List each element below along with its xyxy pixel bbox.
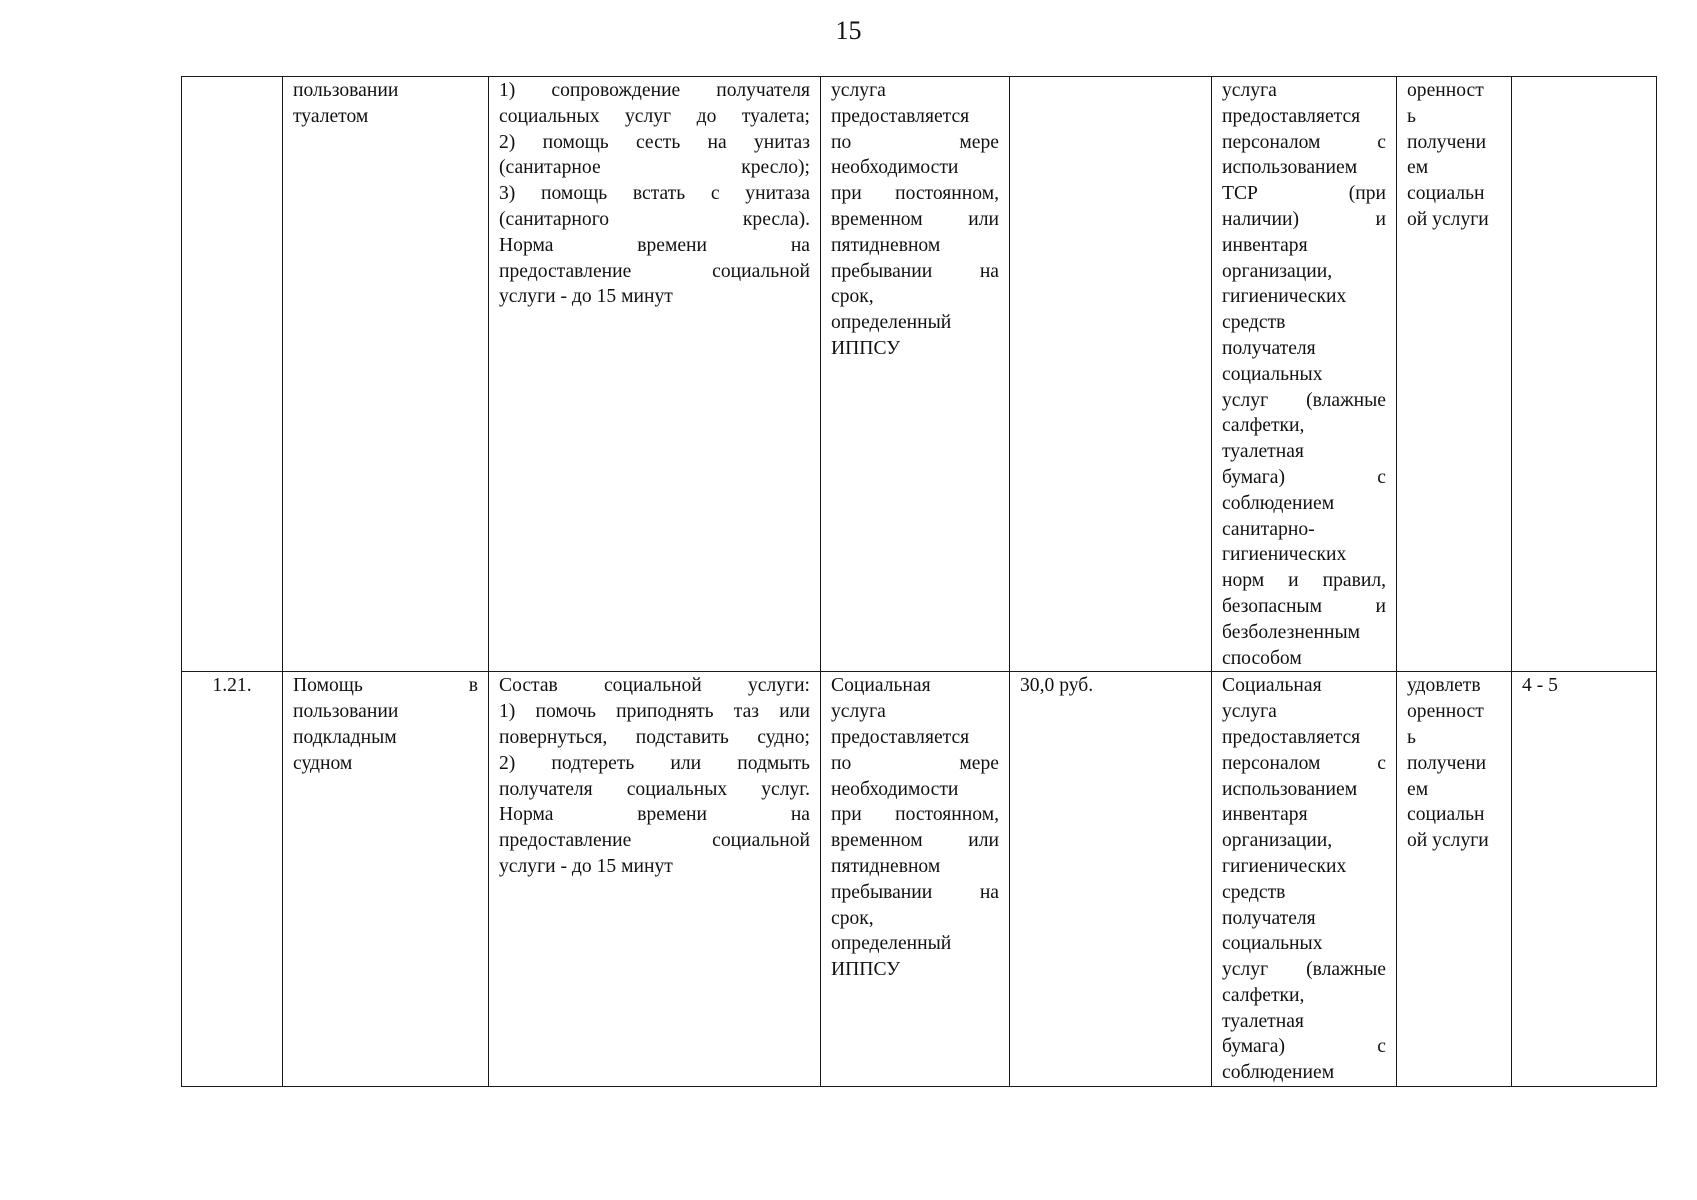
services-table — [181, 76, 1657, 1087]
cell-text-line: безболезненным — [1222, 621, 1361, 643]
cell-text-line: 1) помочь приподнять таз или — [499, 701, 810, 723]
cell-text-line: инвентаря — [1222, 234, 1308, 256]
cell-text-line: организации, — [1222, 260, 1333, 282]
cell-text-line: оренност — [1407, 701, 1484, 723]
cell-text-line: соблюдением — [1222, 1062, 1335, 1084]
cell-text-line: средств — [1222, 881, 1286, 903]
cell-text-line: временном или — [831, 208, 999, 230]
cell-text-line: (санитарного кресла). — [499, 208, 810, 230]
cell-text-line: салфетки, — [1222, 984, 1305, 1006]
cell-text-line: пребывании на — [831, 260, 999, 282]
cell-text-line: необходимости — [831, 778, 959, 800]
cell-text-line: услуги - до 15 минут — [499, 286, 673, 308]
cell-text-line: организации, — [1222, 830, 1333, 852]
cell-text-line: норм и правил, — [1222, 570, 1386, 592]
cell-text-line: временном или — [831, 830, 999, 852]
cell-text-line: услуга — [1222, 80, 1277, 101]
cell-text-line: услуга — [831, 80, 886, 101]
cell-text-line: Норма времени на — [499, 804, 810, 826]
cell-service-name — [283, 672, 489, 1087]
cell-text-line: определенный — [831, 933, 952, 955]
cell-evaluation: 4 - 5 — [1512, 672, 1657, 1087]
cell-text-line: безопасным и — [1222, 595, 1386, 617]
cell-text-line: при постоянном, — [831, 183, 999, 205]
cell-text-line: 3) помощь встать с унитаза — [499, 183, 810, 205]
cell-text-line: ь — [1407, 726, 1416, 748]
cell-text-line: салфетки, — [1222, 415, 1305, 437]
cell-text-line: бумага) с — [1222, 466, 1386, 488]
cell-text-line: ем — [1407, 157, 1429, 179]
cell-text-line: при постоянном, — [831, 804, 999, 826]
cell-text-line: туалетная — [1222, 1010, 1304, 1032]
cell-number — [182, 77, 283, 672]
page-number: 15 — [835, 16, 862, 45]
cell-text-line: ТСР (при — [1222, 183, 1386, 205]
cell-conditions — [1212, 672, 1397, 1087]
cell-text-line: соблюдением — [1222, 492, 1335, 514]
cell-composition — [489, 77, 821, 672]
cell-text-line: повернуться, подставить судно; — [499, 726, 810, 748]
cell-text-line: услуга — [1222, 701, 1277, 723]
cell-tariff — [1010, 77, 1212, 672]
cell-term — [821, 77, 1010, 672]
cell-text-line: Помощь в — [293, 675, 478, 697]
cell-text-line: необходимости — [831, 157, 959, 179]
cell-text-line: пятидневном — [831, 234, 941, 256]
cell-text-line: ИППСУ — [831, 959, 901, 981]
cell-text-line: (санитарное кресло); — [499, 157, 810, 179]
cell-text-line: пребывании на — [831, 881, 999, 903]
cell-text-line: оренност — [1407, 80, 1484, 101]
cell-text-line: по мере — [831, 752, 999, 774]
cell-text-line: получателя социальных услуг. — [499, 778, 810, 800]
cell-text-line: предоставляется — [1222, 105, 1361, 127]
cell-text-line: персоналом с — [1222, 131, 1386, 153]
cell-text-line: пользовании — [293, 701, 399, 723]
cell-text-line: срок, — [831, 286, 874, 308]
cell-number: 1.21. — [182, 672, 283, 1087]
cell-text-line: 2) подтереть или подмыть — [499, 752, 810, 774]
cell-text-line: туалетом — [293, 105, 369, 127]
cell-text-line: Социальная — [1222, 675, 1322, 697]
cell-text-line: ой услуги — [1407, 208, 1489, 230]
cell-text-line: санитарно- — [1222, 518, 1315, 540]
cell-text-line: ой услуги — [1407, 830, 1489, 852]
cell-text-line: гигиенических — [1222, 855, 1347, 877]
cell-evaluation — [1512, 77, 1657, 672]
cell-text-line: по мере — [831, 131, 999, 153]
table-row — [182, 77, 1657, 672]
cell-text-line: предоставление социальной — [499, 830, 810, 852]
cell-text-line: удовлетв — [1407, 675, 1481, 697]
cell-text-line: использованием — [1222, 157, 1358, 179]
cell-text-line: Норма времени на — [499, 234, 810, 256]
cell-text-line: получени — [1407, 131, 1487, 153]
cell-text-line: предоставляется — [831, 726, 970, 748]
cell-text-line: услуга — [831, 701, 886, 723]
cell-tariff: 30,0 руб. — [1010, 672, 1212, 1087]
cell-text-line: услуг (влажные — [1222, 389, 1386, 411]
cell-text-line: Социальная — [831, 675, 931, 697]
cell-text-line: способом — [1222, 647, 1302, 669]
table-row — [182, 672, 1657, 1087]
cell-text-line: ь — [1407, 105, 1416, 127]
cell-text-line: пятидневном — [831, 855, 941, 877]
cell-text-line: социальных услуг до туалета; — [499, 105, 810, 127]
cell-text-line: использованием — [1222, 778, 1358, 800]
cell-conditions — [1212, 77, 1397, 672]
cell-text-line: наличии) и — [1222, 208, 1386, 230]
cell-indicators — [1397, 77, 1512, 672]
cell-text-line: получателя — [1222, 337, 1316, 359]
cell-text-line: услуг (влажные — [1222, 959, 1386, 981]
cell-text-line: гигиенических — [1222, 286, 1347, 308]
cell-text-line: инвентаря — [1222, 804, 1308, 826]
cell-text-line: предоставляется — [831, 105, 970, 127]
cell-text-line: ИППСУ — [831, 337, 901, 359]
cell-text-line: социальн — [1407, 804, 1485, 826]
cell-text-line: предоставление социальной — [499, 260, 810, 282]
cell-text-line: услуги - до 15 минут — [499, 855, 673, 877]
cell-text-line: социальных — [1222, 933, 1323, 955]
cell-text-line: социальных — [1222, 363, 1323, 385]
cell-text-line: срок, — [831, 907, 874, 929]
cell-text-line: пользовании — [293, 80, 399, 101]
cell-text-line: подкладным — [293, 726, 397, 748]
cell-service-name — [283, 77, 489, 672]
cell-text-line: 1) сопровождение получателя — [499, 80, 810, 101]
cell-text-line: персоналом с — [1222, 752, 1386, 774]
cell-text-line: бумага) с — [1222, 1036, 1386, 1058]
cell-text-line: социальн — [1407, 183, 1485, 205]
cell-text-line: 2) помощь сесть на унитаз — [499, 131, 810, 153]
cell-text-line: судном — [293, 752, 353, 774]
cell-term — [821, 672, 1010, 1087]
cell-indicators — [1397, 672, 1512, 1087]
cell-text-line: получателя — [1222, 907, 1316, 929]
cell-text-line: определенный — [831, 312, 952, 334]
cell-text-line: ем — [1407, 778, 1429, 800]
cell-text-line: гигиенических — [1222, 544, 1347, 566]
cell-text-line: туалетная — [1222, 441, 1304, 463]
cell-text-line: предоставляется — [1222, 726, 1361, 748]
cell-composition — [489, 672, 821, 1087]
cell-text-line: средств — [1222, 312, 1286, 334]
cell-text-line: Состав социальной услуги: — [499, 675, 810, 697]
cell-text-line: получени — [1407, 752, 1487, 774]
